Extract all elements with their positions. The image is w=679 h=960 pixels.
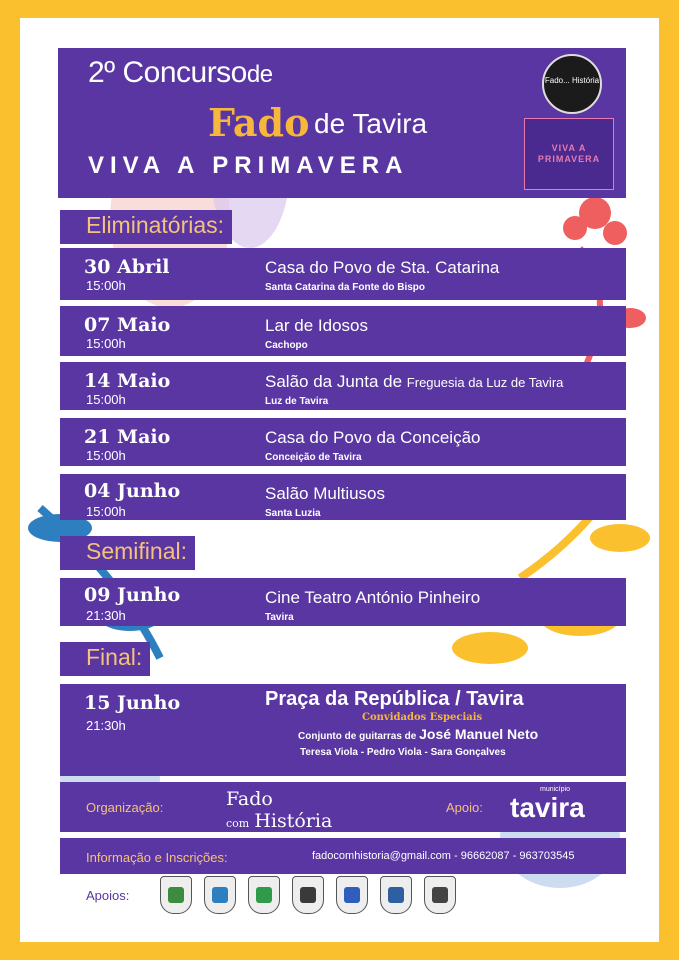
parish-shield-icon bbox=[248, 876, 280, 914]
viva-primavera-logo: VIVA A PRIMAVERA bbox=[524, 118, 614, 190]
event-date: 21 Maio bbox=[84, 426, 171, 448]
event-row bbox=[60, 306, 626, 356]
apoio-label: Apoio: bbox=[446, 800, 483, 815]
event-place: Conceição de Tavira bbox=[265, 452, 362, 463]
final-venue: Praça da República / Tavira bbox=[265, 688, 524, 710]
event-row bbox=[60, 474, 626, 520]
event-date: 15 Junho bbox=[84, 692, 181, 714]
fado-historia-logo: Fado... História bbox=[542, 54, 602, 114]
logo-historia: História bbox=[254, 810, 333, 832]
fado-com-historia-logo bbox=[226, 788, 332, 832]
parish-shield-icon bbox=[292, 876, 324, 914]
tavira-text: tavira bbox=[510, 792, 585, 823]
event-venue bbox=[265, 372, 563, 392]
info-row bbox=[60, 838, 626, 874]
event-place: Tavira bbox=[265, 612, 294, 623]
event-place: Cachopo bbox=[265, 340, 308, 351]
flower-icon bbox=[603, 221, 627, 245]
logo-fado: Fado bbox=[226, 788, 273, 810]
organization-row bbox=[60, 782, 626, 832]
title-prefix: 2º Concurso bbox=[88, 56, 247, 89]
apoios-label: Apoios: bbox=[86, 888, 130, 903]
subtitle: VIVA A PRIMAVERA bbox=[88, 152, 409, 179]
event-date: 07 Maio bbox=[84, 314, 171, 336]
section-semifinal: Semifinal: bbox=[60, 536, 195, 570]
event-venue: Cine Teatro António Pinheiro bbox=[265, 588, 481, 607]
event-place: Santa Luzia bbox=[265, 508, 321, 519]
event-time: 15:00h bbox=[86, 278, 126, 293]
guests-line1 bbox=[298, 726, 538, 742]
guests-line2: Teresa Viola - Pedro Viola - Sara Gonçalves bbox=[300, 747, 506, 758]
sponsor-shields bbox=[160, 876, 456, 914]
event-place: Luz de Tavira bbox=[265, 396, 329, 407]
venue-main: Salão da Junta de bbox=[265, 372, 403, 391]
parish-shield-icon bbox=[160, 876, 192, 914]
parish-shield-icon bbox=[204, 876, 236, 914]
tavira-logo bbox=[510, 786, 585, 824]
guests-label: Convidados Especiais bbox=[362, 712, 483, 723]
header-banner bbox=[58, 48, 626, 198]
parish-shield-icon bbox=[336, 876, 368, 914]
event-row bbox=[60, 248, 626, 300]
event-date: 14 Maio bbox=[84, 370, 171, 392]
title-de: de bbox=[246, 61, 273, 88]
section-final: Final: bbox=[60, 642, 150, 676]
event-time: 15:00h bbox=[86, 448, 126, 463]
final-row bbox=[60, 684, 626, 776]
guests-name: José Manuel Neto bbox=[419, 726, 539, 742]
venue-small: Freguesia da Luz de Tavira bbox=[406, 375, 564, 390]
event-time: 15:00h bbox=[86, 336, 126, 351]
event-time: 21:30h bbox=[86, 608, 126, 623]
event-venue: Lar de Idosos bbox=[265, 316, 369, 335]
semifinal-row bbox=[60, 578, 626, 626]
org-label: Organização: bbox=[86, 800, 164, 815]
event-row bbox=[60, 418, 626, 466]
title-suffix: de Tavira bbox=[314, 108, 428, 139]
event-row bbox=[60, 362, 626, 410]
tavira-municipio: município bbox=[540, 786, 570, 793]
parish-shield-icon bbox=[424, 876, 456, 914]
event-time: 15:00h bbox=[86, 392, 126, 407]
contact-info[interactable]: fadocomhistoria@gmail.com - 96662087 - 963703545 bbox=[312, 850, 575, 862]
parish-shield-icon bbox=[380, 876, 412, 914]
event-date: 30 Abril bbox=[84, 256, 170, 278]
event-venue: Casa do Povo da Conceição bbox=[265, 428, 481, 447]
event-place: Santa Catarina da Fonte do Bispo bbox=[265, 282, 426, 293]
info-label: Informação e Inscrições: bbox=[86, 850, 228, 865]
title-fado: Fado bbox=[208, 100, 310, 145]
flower-icon bbox=[563, 216, 587, 240]
event-time: 21:30h bbox=[86, 718, 126, 733]
logo-com: com bbox=[226, 817, 250, 830]
event-venue: Salão Multiusos bbox=[265, 484, 386, 503]
event-date: 04 Junho bbox=[84, 480, 181, 502]
leaf-shape bbox=[452, 632, 528, 664]
title-line1 bbox=[88, 56, 273, 90]
guests-prefix: Conjunto de guitarras de bbox=[298, 731, 417, 742]
event-venue: Casa do Povo de Sta. Catarina bbox=[265, 258, 500, 277]
leaf-shape bbox=[590, 524, 650, 552]
section-eliminatorias: Eliminatórias: bbox=[60, 210, 232, 244]
event-date: 09 Junho bbox=[84, 584, 181, 606]
event-time: 15:00h bbox=[86, 504, 126, 519]
